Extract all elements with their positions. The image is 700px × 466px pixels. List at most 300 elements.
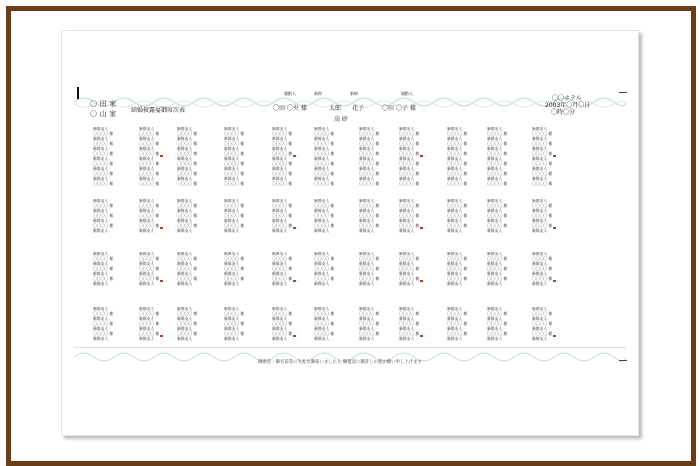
guest-name: 〇〇〇〇 様 — [359, 141, 380, 146]
guest-table — [93, 307, 123, 367]
guest-table — [447, 127, 477, 187]
red-marker — [160, 227, 163, 229]
table-label: 新郎友人 — [447, 281, 463, 286]
guest-name: 〇〇〇〇 様 — [399, 141, 420, 146]
table-label: 新郎友人 — [272, 261, 288, 266]
guest-name: 〇〇〇〇 様 — [314, 266, 335, 271]
red-marker — [160, 155, 163, 157]
table-label: 新郎友人 — [139, 208, 155, 213]
table-label: 新郎友人 — [314, 252, 330, 256]
table-label: 新郎友人 — [359, 136, 375, 141]
guest-name: 〇〇〇〇 様 — [314, 331, 335, 336]
event-title: 結婚披露宴御席次表 — [131, 107, 186, 114]
table-label: 新郎友人 — [359, 252, 375, 256]
table-label: 新郎友人 — [272, 166, 288, 171]
guest-name: 〇〇〇〇 様 — [314, 131, 335, 136]
guest-name: 〇〇〇〇 様 — [399, 151, 420, 156]
red-marker — [293, 280, 296, 282]
footer-note: 御席次・御名前等に失礼な御座いましたら 御寛容に御許しの程お願い申し上げます — [258, 360, 422, 365]
guest-name: 〇〇〇〇 様 — [177, 256, 198, 261]
guest-name: 〇〇〇〇 様 — [224, 256, 245, 261]
red-marker — [293, 155, 296, 157]
guest-table — [399, 127, 429, 187]
guest-name: 〇〇〇〇 様 — [177, 213, 198, 218]
guest-table — [487, 307, 517, 367]
table-label: 新郎友人 — [139, 316, 155, 321]
guest-table — [314, 127, 344, 187]
guest-name: 〇〇〇〇 様 — [177, 331, 198, 336]
table-label: 新郎友人 — [272, 326, 288, 331]
guest-table — [139, 199, 169, 259]
guest-table — [532, 252, 562, 316]
table-label: 新郎友人 — [314, 271, 330, 276]
table-label: 新郎友人 — [177, 199, 193, 203]
table-label: 新郎友人 — [487, 271, 503, 276]
groom-name: 太郎 — [329, 105, 342, 112]
guest-name: 〇〇〇〇 様 — [314, 321, 335, 326]
table-label: 新郎友人 — [487, 166, 503, 171]
table-label: 新郎友人 — [177, 146, 193, 151]
table-label: 新郎友人 — [359, 261, 375, 266]
guest-name: 〇〇〇〇 様 — [93, 256, 114, 261]
table-label: 新郎友人 — [177, 127, 193, 131]
guest-table — [314, 199, 344, 259]
red-marker — [293, 335, 296, 337]
table-label: 新郎友人 — [272, 146, 288, 151]
table-label: 新郎友人 — [399, 261, 415, 266]
table-label: 新郎友人 — [177, 176, 193, 181]
guest-name: 〇〇〇〇 様 — [399, 266, 420, 271]
table-label: 新郎友人 — [359, 218, 375, 223]
guest-table — [399, 307, 429, 367]
table-label: 新郎友人 — [359, 199, 375, 203]
table-label: 新郎友人 — [139, 271, 155, 276]
table-label: 新郎友人 — [224, 261, 240, 266]
guest-name: 〇〇〇〇 様 — [272, 181, 293, 186]
table-label: 新郎友人 — [177, 261, 193, 266]
table-label: 新郎友人 — [359, 316, 375, 321]
guest-name: 〇〇〇〇 様 — [139, 141, 160, 146]
table-label: 新郎友人 — [314, 336, 330, 341]
table-label: 新郎友人 — [447, 218, 463, 223]
table-label: 新郎友人 — [399, 156, 415, 161]
table-label: 新郎友人 — [447, 326, 463, 331]
table-label: 新郎友人 — [93, 136, 109, 141]
table-label: 新郎友人 — [224, 326, 240, 331]
guest-name: 〇〇〇〇 様 — [314, 276, 335, 281]
guest-table — [139, 252, 169, 316]
table-label: 新郎友人 — [359, 146, 375, 151]
guest-name: 〇〇〇〇 様 — [93, 321, 114, 326]
guest-name: 〇〇〇〇 様 — [93, 181, 114, 186]
guest-name: 〇〇〇〇 様 — [487, 161, 508, 166]
guest-name: 〇〇〇〇 様 — [139, 321, 160, 326]
guest-name: 〇〇〇〇 様 — [177, 181, 198, 186]
guest-name: 〇〇〇〇 様 — [532, 331, 553, 336]
guest-name: 〇〇〇〇 様 — [447, 213, 468, 218]
table-label: 新郎友人 — [314, 228, 330, 233]
table-label: 新郎友人 — [399, 146, 415, 151]
table-label: 新郎友人 — [224, 166, 240, 171]
guest-name: 〇〇〇〇 様 — [224, 223, 245, 228]
red-marker — [293, 227, 296, 229]
table-label: 新郎友人 — [224, 307, 240, 311]
guest-name: 〇〇〇〇 様 — [224, 321, 245, 326]
bride-label: 新婦 — [350, 91, 358, 96]
table-label: 新郎友人 — [314, 316, 330, 321]
table-label: 新郎友人 — [314, 218, 330, 223]
bride-name: 花子 — [352, 105, 365, 112]
table-label: 新郎友人 — [139, 228, 155, 233]
table-label: 新郎友人 — [224, 281, 240, 286]
table-label: 新郎友人 — [532, 316, 548, 321]
table-label: 新郎友人 — [224, 271, 240, 276]
table-label: 新郎友人 — [399, 316, 415, 321]
guest-name: 〇〇〇〇 様 — [272, 161, 293, 166]
table-label: 新郎友人 — [487, 281, 503, 286]
guest-table — [359, 252, 389, 316]
guest-name: 〇〇〇〇 様 — [93, 141, 114, 146]
guest-table — [359, 199, 389, 259]
table-label: 新郎友人 — [447, 261, 463, 266]
table-label: 新郎友人 — [139, 199, 155, 203]
guest-name: 〇〇〇〇 様 — [487, 181, 508, 186]
table-label: 新郎友人 — [139, 136, 155, 141]
guest-name: 〇〇〇〇 様 — [399, 213, 420, 218]
table-label: 新郎友人 — [359, 208, 375, 213]
guest-name: 〇〇〇〇 様 — [272, 151, 293, 156]
guest-table — [272, 252, 302, 316]
guest-name: 〇〇〇〇 様 — [532, 321, 553, 326]
red-marker — [553, 155, 556, 157]
table-label: 新郎友人 — [272, 127, 288, 131]
table-label: 新郎友人 — [93, 252, 109, 256]
table-label: 新郎友人 — [399, 127, 415, 131]
table-label: 新郎友人 — [177, 281, 193, 286]
red-marker — [160, 280, 163, 282]
table-label: 新郎友人 — [447, 176, 463, 181]
venue-line-1: 〇〇ホテル — [552, 95, 582, 102]
table-label: 新郎友人 — [224, 228, 240, 233]
guest-name: 〇〇〇〇 様 — [447, 266, 468, 271]
guest-name: 〇〇〇〇 様 — [487, 321, 508, 326]
guest-name: 〇〇〇〇 様 — [224, 213, 245, 218]
table-label: 新郎友人 — [93, 166, 109, 171]
table-label: 新郎友人 — [224, 336, 240, 341]
guest-name: 〇〇〇〇 様 — [359, 276, 380, 281]
guest-name: 〇〇〇〇 様 — [487, 151, 508, 156]
guest-table — [224, 307, 254, 367]
table-label: 新郎友人 — [487, 136, 503, 141]
guest-name: 〇〇〇〇 様 — [399, 131, 420, 136]
table-label: 新郎友人 — [139, 336, 155, 341]
guest-name: 〇〇〇〇 様 — [139, 331, 160, 336]
guest-name: 〇〇〇〇 様 — [399, 181, 420, 186]
guest-name: 〇〇〇〇 様 — [93, 151, 114, 156]
guest-name: 〇〇〇〇 様 — [314, 141, 335, 146]
table-label: 新郎友人 — [177, 136, 193, 141]
guest-name: 〇〇〇〇 様 — [272, 203, 293, 208]
guest-table — [447, 252, 477, 316]
table-label: 新郎友人 — [532, 146, 548, 151]
guest-name: 〇〇〇〇 様 — [532, 181, 553, 186]
table-label: 新郎友人 — [93, 271, 109, 276]
table-label: 新郎友人 — [447, 208, 463, 213]
table-label: 新郎友人 — [177, 307, 193, 311]
table-label: 新郎友人 — [314, 146, 330, 151]
guest-name: 〇〇〇〇 様 — [447, 151, 468, 156]
table-label: 新郎友人 — [399, 307, 415, 311]
guest-name: 〇〇〇〇 様 — [314, 151, 335, 156]
guest-name: 〇〇〇〇 様 — [177, 171, 198, 176]
guest-table — [487, 199, 517, 259]
guest-name: 〇〇〇〇 様 — [224, 311, 245, 316]
guest-name: 〇〇〇〇 様 — [93, 266, 114, 271]
table-label: 新郎友人 — [399, 336, 415, 341]
table-label: 新郎友人 — [272, 176, 288, 181]
guest-name: 〇〇〇〇 様 — [399, 321, 420, 326]
table-label: 新郎友人 — [532, 176, 548, 181]
table-label: 新郎友人 — [272, 336, 288, 341]
guest-name: 〇〇〇〇 様 — [272, 311, 293, 316]
guest-name: 〇〇〇〇 様 — [314, 171, 335, 176]
table-label: 新郎友人 — [177, 228, 193, 233]
guest-name: 〇〇〇〇 様 — [447, 161, 468, 166]
table-label: 新郎友人 — [272, 218, 288, 223]
table-label: 新郎友人 — [399, 252, 415, 256]
guest-name: 〇〇〇〇 様 — [359, 256, 380, 261]
guest-name: 〇〇〇〇 様 — [447, 141, 468, 146]
table-label: 新郎友人 — [532, 136, 548, 141]
guest-table — [399, 252, 429, 316]
guest-table — [177, 199, 207, 259]
table-label: 新郎友人 — [532, 281, 548, 286]
table-label: 新郎友人 — [359, 281, 375, 286]
guest-name: 〇〇〇〇 様 — [359, 223, 380, 228]
table-label: 新郎友人 — [93, 208, 109, 213]
guest-table — [359, 307, 389, 367]
guest-table — [532, 307, 562, 367]
guest-name: 〇〇〇〇 様 — [272, 141, 293, 146]
table-label: 新郎友人 — [314, 199, 330, 203]
guest-name: 〇〇〇〇 様 — [399, 311, 420, 316]
guest-name: 〇〇〇〇 様 — [359, 203, 380, 208]
table-label: 新郎友人 — [447, 127, 463, 131]
guest-name: 〇〇〇〇 様 — [487, 203, 508, 208]
table-label: 新郎友人 — [532, 166, 548, 171]
guest-name: 〇〇〇〇 様 — [447, 321, 468, 326]
table-label: 新郎友人 — [93, 261, 109, 266]
table-label: 新郎友人 — [447, 228, 463, 233]
table-label: 新郎友人 — [272, 136, 288, 141]
table-label: 新郎友人 — [487, 127, 503, 131]
guest-name: 〇〇〇〇 様 — [532, 203, 553, 208]
table-label: 新郎友人 — [93, 336, 109, 341]
table-label: 新郎友人 — [487, 326, 503, 331]
red-marker — [553, 227, 556, 229]
guest-name: 〇〇〇〇 様 — [139, 266, 160, 271]
red-marker — [420, 227, 423, 229]
family-name-1: 〇 田 家 — [90, 100, 117, 108]
guest-name: 〇〇〇〇 様 — [224, 161, 245, 166]
table-label: 新郎友人 — [224, 199, 240, 203]
table-label: 新郎友人 — [447, 252, 463, 256]
table-label: 新郎友人 — [399, 218, 415, 223]
center-title: 高 砂 — [334, 116, 348, 123]
table-label: 新郎友人 — [447, 136, 463, 141]
guest-name: 〇〇〇〇 様 — [177, 321, 198, 326]
table-label: 新郎友人 — [224, 252, 240, 256]
table-label: 新郎友人 — [399, 166, 415, 171]
guest-table — [399, 199, 429, 259]
guest-name: 〇〇〇〇 様 — [177, 223, 198, 228]
table-label: 新郎友人 — [532, 307, 548, 311]
table-label: 新郎友人 — [487, 199, 503, 203]
table-label: 新郎友人 — [399, 199, 415, 203]
red-marker — [420, 335, 423, 337]
guest-name: 〇〇〇〇 様 — [532, 151, 553, 156]
guest-name: 〇〇〇〇 様 — [487, 171, 508, 176]
guest-name: 〇〇〇〇 様 — [399, 203, 420, 208]
guest-table — [224, 127, 254, 187]
guest-name: 〇〇〇〇 様 — [177, 311, 198, 316]
table-label: 新郎友人 — [272, 156, 288, 161]
table-label: 新郎友人 — [314, 208, 330, 213]
table-label: 新郎友人 — [359, 271, 375, 276]
table-label: 新郎友人 — [139, 166, 155, 171]
guest-name: 〇〇〇〇 様 — [139, 311, 160, 316]
table-label: 新郎友人 — [177, 336, 193, 341]
guest-name: 〇〇〇〇 様 — [359, 181, 380, 186]
table-label: 新郎友人 — [139, 307, 155, 311]
table-label: 新郎友人 — [532, 271, 548, 276]
guest-name: 〇〇〇〇 様 — [93, 311, 114, 316]
table-label: 新郎友人 — [139, 326, 155, 331]
guest-name: 〇〇〇〇 様 — [177, 161, 198, 166]
table-label: 新郎友人 — [139, 218, 155, 223]
guest-name: 〇〇〇〇 様 — [487, 131, 508, 136]
guest-name: 〇〇〇〇 様 — [399, 223, 420, 228]
table-label: 新郎友人 — [359, 326, 375, 331]
table-label: 新郎友人 — [93, 307, 109, 311]
guest-name: 〇〇〇〇 様 — [447, 131, 468, 136]
table-label: 新郎友人 — [272, 307, 288, 311]
guest-name: 〇〇〇〇 様 — [224, 131, 245, 136]
guest-name: 〇〇〇〇 様 — [177, 141, 198, 146]
guest-name: 〇〇〇〇 様 — [359, 213, 380, 218]
guest-name: 〇〇〇〇 様 — [487, 256, 508, 261]
guest-table — [359, 127, 389, 187]
table-label: 新郎友人 — [314, 261, 330, 266]
role-right: 媒酌人 — [401, 91, 413, 96]
table-label: 新郎友人 — [177, 218, 193, 223]
guest-name: 〇〇〇〇 様 — [272, 223, 293, 228]
guest-name: 〇〇〇〇 様 — [139, 203, 160, 208]
table-label: 新郎友人 — [532, 208, 548, 213]
table-label: 新郎友人 — [93, 156, 109, 161]
guest-name: 〇〇〇〇 様 — [177, 203, 198, 208]
guest-name: 〇〇〇〇 様 — [272, 266, 293, 271]
guest-table — [487, 127, 517, 187]
red-marker — [160, 335, 163, 337]
table-label: 新郎友人 — [177, 252, 193, 256]
guest-table — [447, 199, 477, 259]
table-label: 新郎友人 — [359, 176, 375, 181]
guest-name: 〇〇〇〇 様 — [399, 171, 420, 176]
guest-name: 〇〇〇〇 様 — [93, 276, 114, 281]
table-label: 新郎友人 — [399, 326, 415, 331]
guest-table — [93, 199, 123, 259]
table-label: 新郎友人 — [532, 228, 548, 233]
guest-name: 〇〇〇〇 様 — [487, 331, 508, 336]
guest-name: 〇〇〇〇 様 — [532, 141, 553, 146]
guest-name: 〇〇〇〇 様 — [93, 203, 114, 208]
table-label: 新郎友人 — [447, 336, 463, 341]
guest-name: 〇〇〇〇 様 — [399, 161, 420, 166]
red-marker — [553, 335, 556, 337]
guest-name: 〇〇〇〇 様 — [224, 141, 245, 146]
guest-table — [177, 127, 207, 187]
guest-name: 〇〇〇〇 様 — [139, 181, 160, 186]
guest-name: 〇〇〇〇 様 — [532, 223, 553, 228]
guest-name: 〇〇〇〇 様 — [139, 256, 160, 261]
guest-name: 〇〇〇〇 様 — [532, 311, 553, 316]
guest-name: 〇〇〇〇 様 — [314, 203, 335, 208]
table-label: 新郎友人 — [224, 208, 240, 213]
guest-name: 〇〇〇〇 様 — [272, 131, 293, 136]
guest-name: 〇〇〇〇 様 — [224, 276, 245, 281]
guest-name: 〇〇〇〇 様 — [447, 181, 468, 186]
guest-name: 〇〇〇〇 様 — [177, 266, 198, 271]
table-label: 新郎友人 — [359, 166, 375, 171]
table-label: 新郎友人 — [399, 208, 415, 213]
table-label: 新郎友人 — [487, 261, 503, 266]
table-label: 新郎友人 — [532, 199, 548, 203]
table-label: 新郎友人 — [487, 307, 503, 311]
guest-name: 〇〇〇〇 様 — [532, 171, 553, 176]
table-label: 新郎友人 — [399, 228, 415, 233]
guest-name: 〇〇〇〇 様 — [177, 151, 198, 156]
guest-name: 〇〇〇〇 様 — [224, 181, 245, 186]
guest-name: 〇〇〇〇 様 — [532, 161, 553, 166]
guest-name: 〇〇〇〇 様 — [224, 266, 245, 271]
table-label: 新郎友人 — [224, 156, 240, 161]
guest-name: 〇〇〇〇 様 — [487, 223, 508, 228]
guest-name: 〇〇〇〇 様 — [272, 276, 293, 281]
table-label: 新郎友人 — [314, 136, 330, 141]
table-label: 新郎友人 — [359, 156, 375, 161]
seating-chart-document — [61, 30, 639, 436]
table-label: 新郎友人 — [93, 281, 109, 286]
table-label: 新郎友人 — [314, 176, 330, 181]
table-label: 新郎友人 — [314, 156, 330, 161]
guest-name: 〇〇〇〇 様 — [139, 151, 160, 156]
table-label: 新郎友人 — [532, 127, 548, 131]
table-label: 新郎友人 — [487, 252, 503, 256]
guest-table — [177, 252, 207, 316]
table-label: 新郎友人 — [139, 127, 155, 131]
guest-table — [224, 199, 254, 259]
table-label: 新郎友人 — [177, 326, 193, 331]
guest-name: 〇〇〇〇 様 — [314, 161, 335, 166]
table-label: 新郎友人 — [272, 281, 288, 286]
guest-name: 〇〇〇〇 様 — [447, 331, 468, 336]
table-label: 新郎友人 — [447, 316, 463, 321]
table-label: 新郎友人 — [139, 281, 155, 286]
table-label: 新郎友人 — [314, 127, 330, 131]
table-label: 新郎友人 — [314, 326, 330, 331]
guest-name: 〇〇〇〇 様 — [447, 203, 468, 208]
